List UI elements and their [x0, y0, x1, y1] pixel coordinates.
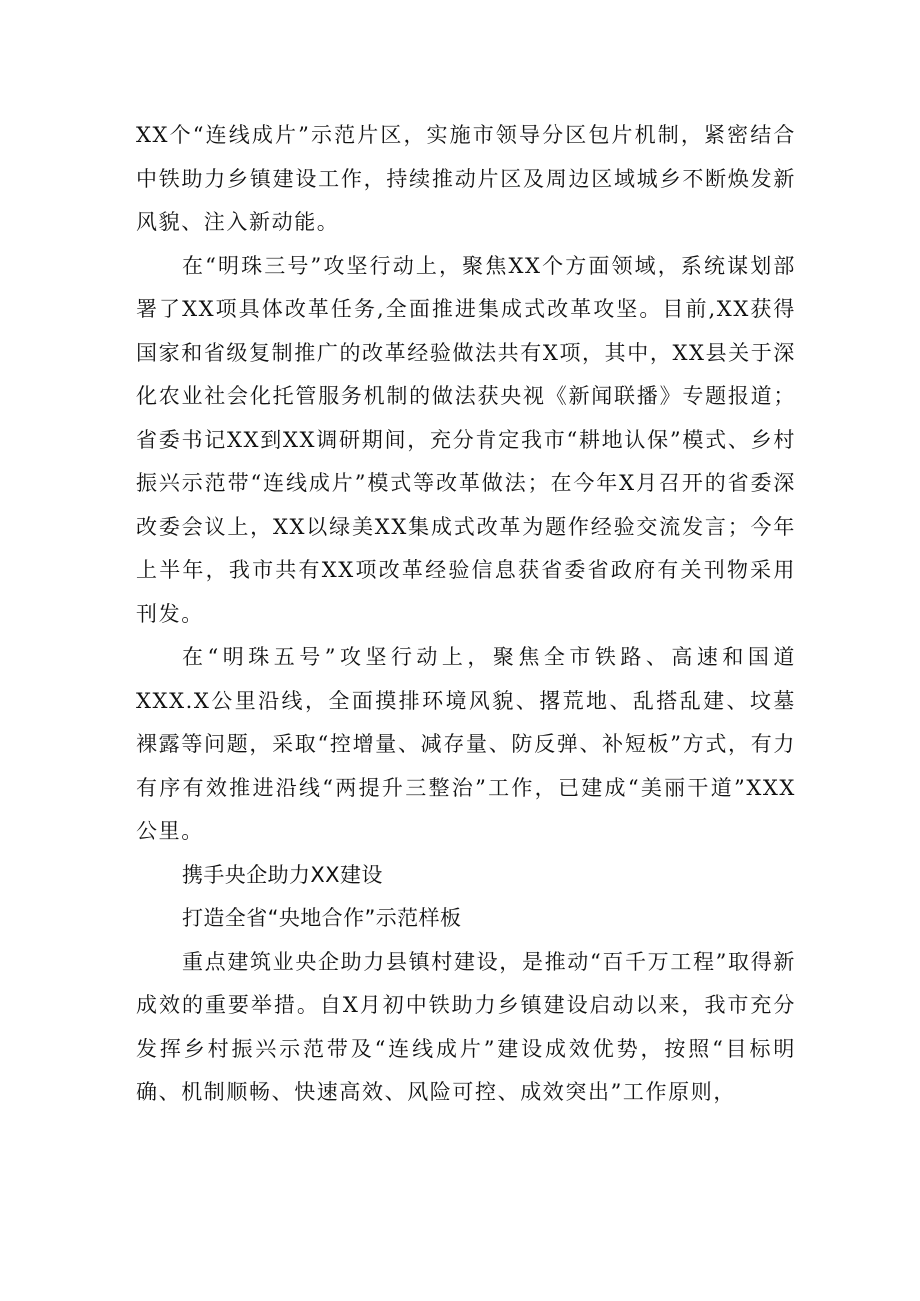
paragraph-central-enterprise: 重点建筑业央企助力县镇村建设，是推动“百千万工程”取得新成效的重要举措。自X月初中铁助力乡镇建设启动以来，我市充分发挥乡村振兴示范带及“连线成片”建设成效优势，按照“目标明确、机制顺畅、快速高效、风险可控、成效突出”工作原则，: [136, 949, 796, 1104]
section-heading-line-1: 携手央企助力XX建设: [182, 862, 383, 887]
section-heading-line-2: 打造全省“央地合作”示范样板: [182, 906, 462, 930]
document-body: [136, 114, 796, 1115]
paragraph-mingzhu-three: 在“明珠三号”攻坚行动上，聚焦XX个方面领域，系统谋划部署了XX项具体改革任务,全面推进集成式改革攻坚。目前,XX获得国家和省级复制推广的改革经验做法共有X项，其中，XX县关于深化农业社会化托管服务机制的做法获央视《新闻联播》专题报道；省委书记XX到XX调研期间，充分肯定我市“耕地认保”模式、乡村振兴示范带“连线成片”模式等改革做法；在今年X月召开的省委深改委会议上，XX以绿美XX集成式改革为题作经验交流发言；今年上半年，我市共有XX项改革经验信息获省委省政府有关刊物采用刊发。: [136, 253, 796, 626]
paragraph-mingzhu-five: 在“明珠五号”攻坚行动上，聚焦全市铁路、高速和国道XXX.X公里沿线，全面摸排环境风貌、撂荒地、乱搭乱建、坟墓裸露等问题，采取“控增量、减存量、防反弹、补短板”方式，有力有序有效推进沿线“两提升三整治”工作，已建成“美丽干道”XXX公里。: [136, 645, 796, 843]
paragraph-continuation: XX个“连线成片”示范片区，实施市领导分区包片机制，紧密结合中铁助力乡镇建设工作，持续推动片区及周边区域城乡不断焕发新风貌、注入新动能。: [136, 123, 796, 234]
